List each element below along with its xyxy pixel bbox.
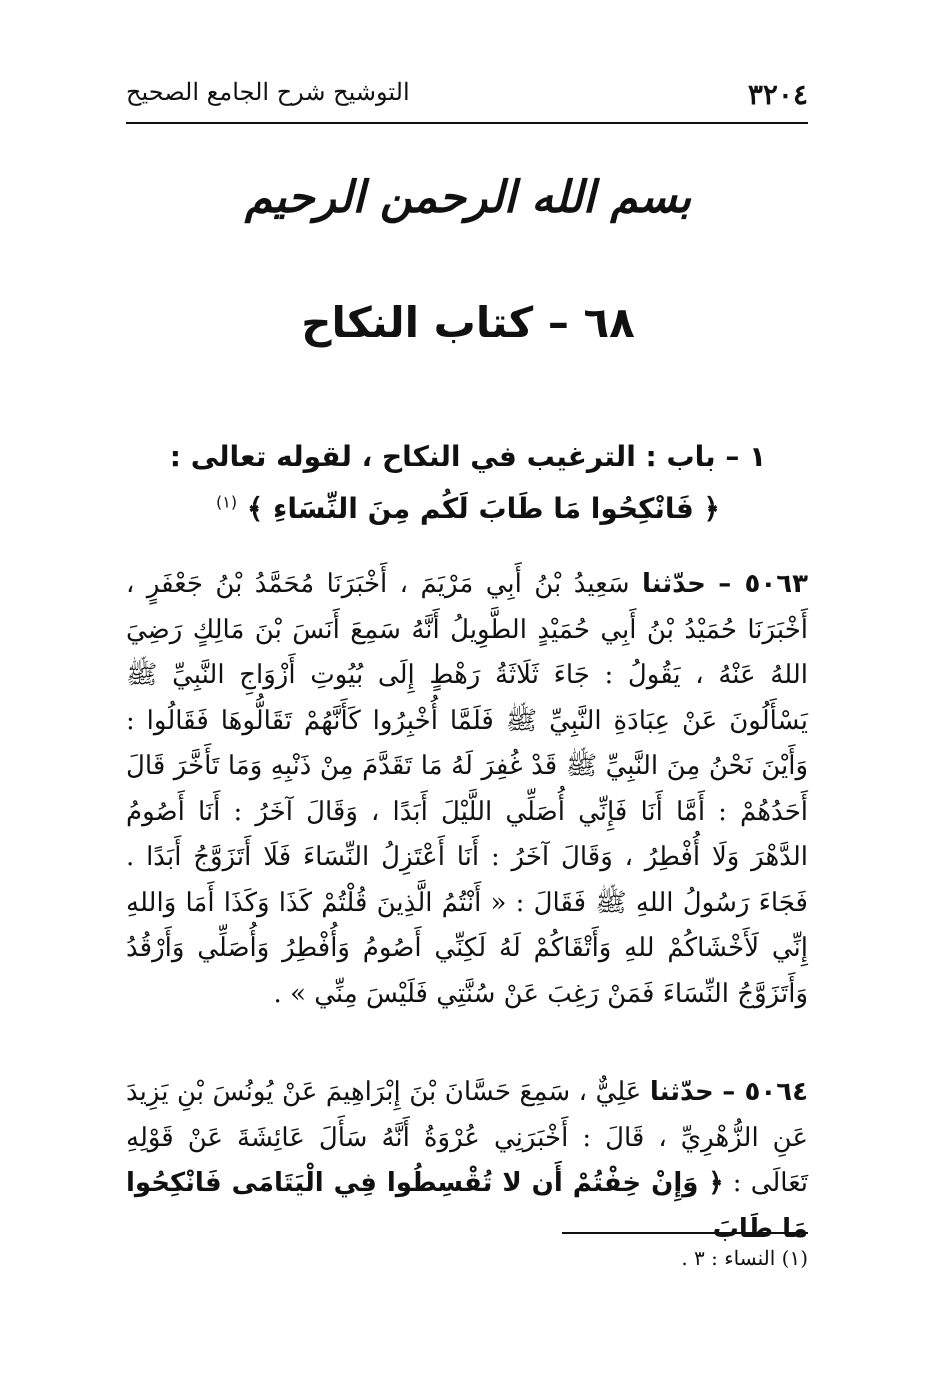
footnote-divider	[562, 1232, 808, 1234]
hadith-text: عَلِيٌّ ، سَمِعَ حَسَّانَ بْنَ إِبْرَاهِيمَ عَنْ يُونُسَ بْنِ يَزِيدَ عَنِ الزُّهْرِيِّ ، قَالَ : أَخْبَرَنِي عُرْوَةُ أَنَّهُ سَأَلَ عَائِشَةَ عَنْ قَوْلِهِ تَعَالَى :	[126, 1077, 809, 1198]
hadith-number: ٥٠٦٤ –	[722, 1077, 808, 1107]
basmala-calligraphy: بسم الله الرحمن الرحيم	[244, 172, 692, 223]
footnote-reference[interactable]: (١)	[216, 492, 238, 512]
section-heading: ١ – باب : الترغيب في النكاح ، لقوله تعالى :	[169, 440, 767, 473]
hadith-text: سَعِيدُ بْنُ أَبِي مَرْيَمَ ، أَخْبَرَنَا مُحَمَّدُ بْنُ جَعْفَرٍ ، أَخْبَرَنَا حُمَيْدُ بْنُ أَبِي حُمَيْدٍ الطَّوِيلُ أَنَّهُ سَمِعَ أَنَسَ بْنَ مَالِكٍ رَضِيَ اللهُ عَنْهُ ، يَقُولُ : جَاءَ ثَلَاثَةُ رَهْطٍ إِلَى بُيُوتِ أَزْوَاجِ النَّبِيِّ ﷺ يَسْأَلُونَ عَنْ عِبَادَةِ النَّبِيِّ ﷺ فَلَمَّا أُخْبِرُوا كَأَنَّهُمْ تَقَالُّوهَا فَقَالُوا : وَأَيْنَ نَحْنُ مِنَ النَّبِيِّ ﷺ قَدْ غُفِرَ لَهُ مَا تَقَدَّمَ مِنْ ذَنْبِهِ وَمَا تَأَخَّرَ قَالَ أَحَدُهُمْ : أَمَّا أَنَا فَإِنِّي أُصَلِّي اللَّيْلَ أَبَدًا ، وَقَالَ آخَرُ : أَنَا أَصُومُ الدَّهْرَ وَلَا أُفْطِرُ ، وَقَالَ آخَرُ : أَنَا أَعْتَزِلُ النِّسَاءَ فَلَا أَتَزَوَّجُ أَبَدًا . فَجَاءَ رَسُولُ اللهِ ﷺ فَقَالَ : « أَنْتُمُ الَّذِينَ قُلْتُمْ كَذَا وَكَذَا أَمَا وَاللهِ إِنِّي لَأَخْشَاكُمْ للهِ وَأَتْقَاكُمْ لَهُ لَكِنِّي أَصُومُ وَأُفْطِرُ وَأُصَلِّي وَأَرْقُدُ وَأَتَزَوَّجُ النِّسَاءَ فَمَنْ رَغِبَ عَنْ سُنَّتِي فَلَيْسَ مِنِّي » .	[126, 569, 808, 1009]
footnote: (١) النساء : ٣ .	[681, 1246, 808, 1270]
hadith-paragraph	[126, 1070, 808, 1252]
page-number: ٣٢٠٤	[747, 78, 808, 111]
running-title: التوشيح شرح الجامع الصحيح	[126, 78, 410, 106]
page-header	[126, 70, 808, 120]
hadith-intro: حدّثنا	[649, 1077, 714, 1107]
hadith-number: ٥٠٦٣ –	[718, 569, 808, 599]
hadith-paragraph	[126, 562, 808, 1017]
header-divider	[126, 122, 808, 124]
chapter-title: ٦٨ – كتاب النكاح	[301, 298, 635, 347]
quran-quote: ﴿ وَإِنْ خِفْتُمْ أَن لا تُقْسِطُوا فِي الْيَتَامَى فَانْكِحُوا مَا طَابَ	[126, 1168, 808, 1244]
verse-text: ﴿ فَانْكِحُوا مَا طَابَ لَكُم مِنَ النِّسَاءِ ﴾	[246, 492, 720, 525]
section-verse	[0, 492, 936, 525]
hadith-intro: حدّثنا	[641, 569, 706, 599]
